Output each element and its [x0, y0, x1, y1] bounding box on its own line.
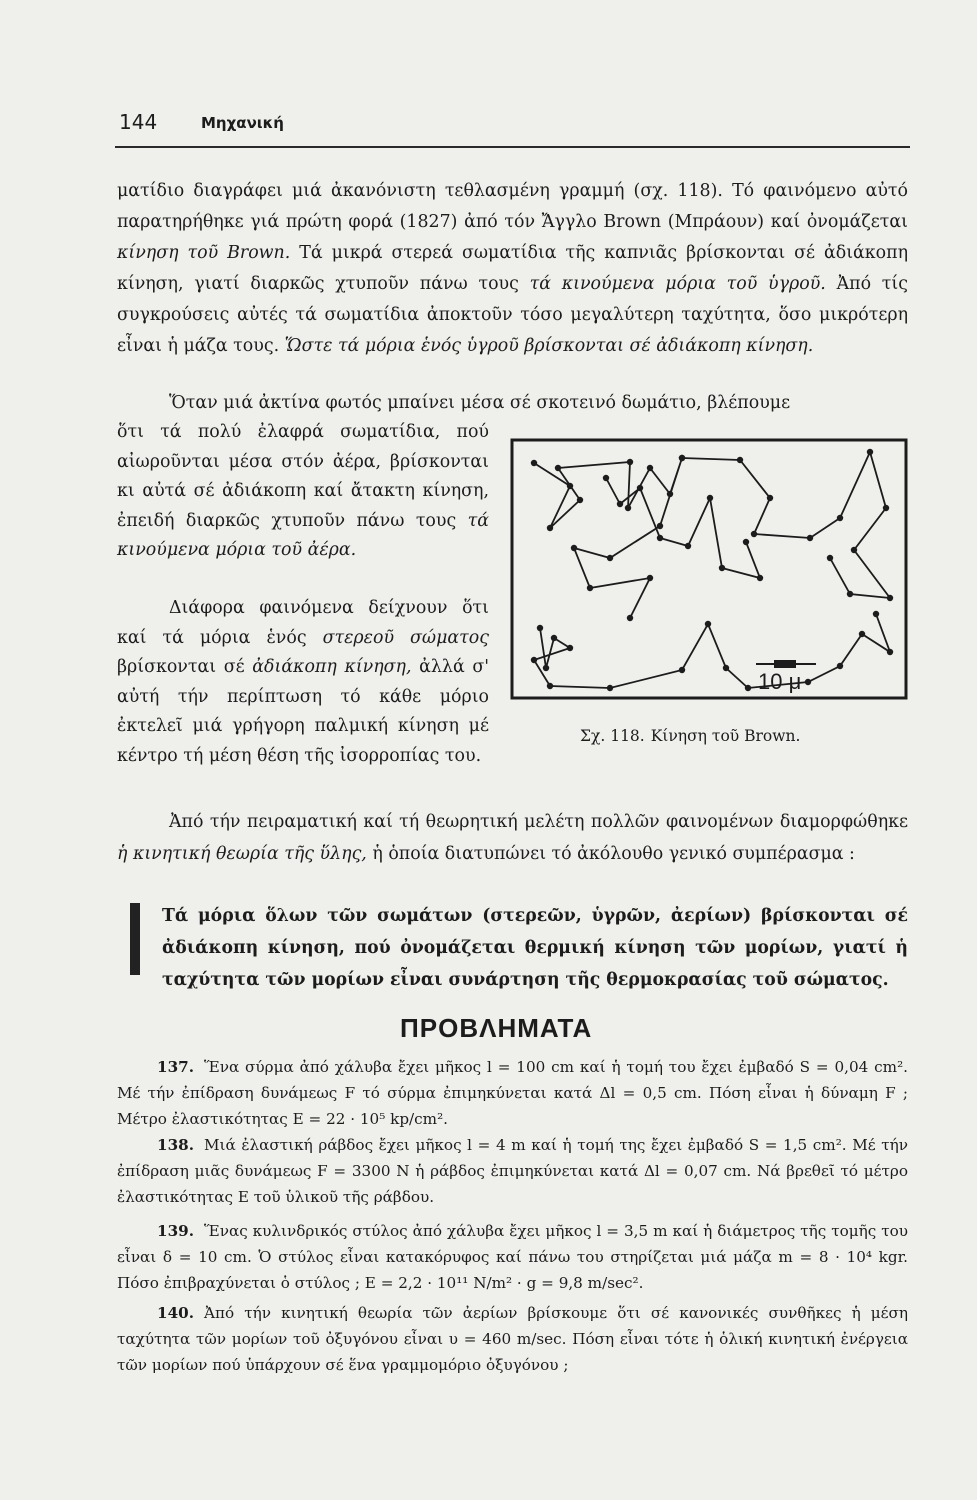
particle-position [867, 449, 873, 455]
particle-position [743, 539, 749, 545]
paragraph-air-rest: ὅτι τά πολύ ἐλαφρά σωματίδια, πού αἰωροῦνται μέσα στόν ἀέρα, βρίσκονται κι αὐτά σέ ἀδιάκοπη καί ἄτακτη κίνηση, ἐπειδή διαρκῶς χτυποῦν πάνω τους τά κινούμενα μόρια τοῦ ἀέρα. [117, 422, 489, 560]
paragraph-air-first-line: Ὅταν μιά ἀκτίνα φωτός μπαίνει μέσα σέ σκοτεινό δωμάτιο, βλέπουμε [169, 393, 791, 413]
particle-position [627, 459, 633, 465]
particle-position [551, 635, 557, 641]
particle-position [719, 565, 725, 571]
brownian-path-diagram [510, 438, 908, 700]
particle-position [837, 515, 843, 521]
running-title: Μηχανική [201, 114, 284, 132]
particle-path-2 [682, 452, 890, 598]
problems-heading: ΠΡΟΒΛΗΜΑΤΑ [400, 1013, 593, 1043]
particle-position [607, 685, 613, 691]
particle-position [603, 475, 609, 481]
particle-position [555, 465, 561, 471]
particle-position [567, 483, 573, 489]
particle-position [637, 485, 643, 491]
particle-position [679, 667, 685, 673]
particle-position [657, 523, 663, 529]
particle-position [887, 649, 893, 655]
problem-139: 139. Ἕνας κυλινδρικός στύλος ἀπό χάλυβα ἔχει μῆκος l = 3,5 m καί ἡ διάμετρος τῆς τομῆς του εἶναι δ = 10 cm. Ὁ στύλος εἶναι κατακόρυφος καί πάνω του στηρίζεται μιά μάζα m = 8 · 10⁴ kgr. Πόσο ἐπιβραχύνεται ὁ στύλος ; E = 2,2 · 10¹¹ N/m² · g = 9,8 m/sec². [117, 1222, 908, 1292]
particle-position [607, 555, 613, 561]
particle-position [887, 595, 893, 601]
particle-position [723, 665, 729, 671]
problem-140: 140. Ἀπό τήν κινητική θεωρία τῶν ἀερίων βρίσκουμε ὅτι σέ κανονικές συνθῆκες ἡ μέση ταχύτητα τῶν μορίων τοῦ ὀξυγόνου εἶναι υ = 460 m/sec. Πόση εἶναι τότε ἡ ὁλική κινητική ἐνέργεια τῶν μορίων πού ὑπάρχουν σέ ἕνα γραμμομόριο ὀξυγόνου ; [117, 1304, 908, 1374]
particle-path-3 [534, 614, 890, 688]
particle-position [531, 657, 537, 663]
particle-position [859, 631, 865, 637]
particle-position [737, 457, 743, 463]
particle-position [547, 683, 553, 689]
particle-position [745, 685, 751, 691]
particle-position [767, 495, 773, 501]
particle-position [707, 495, 713, 501]
figure-caption: Σχ. 118. Κίνηση τοῦ Brown. [580, 727, 801, 745]
particle-position [657, 535, 663, 541]
particle-position [807, 535, 813, 541]
particle-position [757, 575, 763, 581]
scale-label: 10 μ [758, 669, 802, 694]
particle-position [667, 491, 673, 497]
particle-position [567, 645, 573, 651]
particle-position [625, 505, 631, 511]
scale-bar [774, 660, 796, 668]
paragraph-solid: Διάφορα φαινόμενα δείχνουν ὅτι καί τά μόρια ἑνός στερεοῦ σώματος βρίσκονται σέ ἀδιάκοπη κίνηση, ἀλλά σ' αὐτή τήν περίπτωση τό κάθε μόριο ἐκτελεῖ μιά γρήγορη παλμική κίνηση μέ κέντρο τή μέση θέση τῆς ἰσορροπίας του. [117, 598, 489, 766]
particle-position [851, 547, 857, 553]
particle-position [827, 555, 833, 561]
particle-position [577, 497, 583, 503]
particle-position [571, 545, 577, 551]
particle-position [587, 585, 593, 591]
particle-position [537, 625, 543, 631]
particle-position [805, 679, 811, 685]
particle-position [751, 531, 757, 537]
particle-position [679, 455, 685, 461]
particle-position [543, 665, 549, 671]
particle-position [705, 621, 711, 627]
particle-position [647, 575, 653, 581]
particle-position [685, 543, 691, 549]
particle-position [617, 501, 623, 507]
particle-position [847, 591, 853, 597]
kinetic-theory-law: Τά μόρια ὅλων τῶν σωμάτων (στερεῶν, ὑγρῶν, ἀερίων) βρίσκονται σέ ἀδιάκοπη κίνηση, πού ὀνομάζεται θερμική κίνηση τῶν μορίων, γιατί ἡ ταχύτητα τῶν μορίων εἶναι συνάρτηση τῆς θερμοκρασίας τοῦ σώματος. [162, 906, 908, 990]
particle-position [883, 505, 889, 511]
particle-position [873, 611, 879, 617]
particle-position [627, 615, 633, 621]
paragraph-brownian-liquid: ματίδιο διαγράφει μιά ἀκανόνιστη τεθλασμένη γραμμή (σχ. 118). Τό φαινόμενο αὐτό παρατηρήθηκε γιά πρώτη φορά (1827) ἀπό τόν Ἄγγλο Brown (Μπράουν) καί ὀνομάζεται κίνηση τοῦ Brown. Τά μικρά στερεά σωματίδια τῆς καπνιᾶς βρίσκονται σέ ἀδιάκοπη κίνηση, γιατί διαρκῶς χτυποῦν πάνω τους τά κινούμενα μόρια τοῦ ὑγροῦ. Ἀπό τίς συγκρούσεις αὐτές τά σωματίδια ἀποκτοῦν τόσο μεγαλύτερη ταχύτητα, ὅσο μικρότερη εἶναι ἡ μάζα τους. Ὥστε τά μόρια ἑνός ὑγροῦ βρίσκονται σέ ἀδιάκοπη κίνηση. [117, 181, 908, 356]
problem-137: 137. Ἕνα σύρμα ἀπό χάλυβα ἔχει μῆκος l = 100 cm καί ἡ τομή του ἔχει ἐμβαδό S = 0,04 cm². Μέ τήν ἐπίδραση δυνάμεως F τό σύρμα ἐπιμηκύνεται κατά Δl = 0,5 cm. Πόση εἶναι ἡ δύναμη F ; Μέτρο ἐλαστικότητας E = 22 · 10⁵ kp/cm². [117, 1058, 908, 1128]
brownian-motion-figure [510, 438, 908, 700]
page-number: 144 [119, 110, 158, 134]
page-header [115, 108, 910, 148]
particle-position [837, 663, 843, 669]
problem-138: 138. Μιά ἐλαστική ράβδος ἔχει μῆκος l = 4 m καί ἡ τομή της ἔχει ἐμβαδό S = 1,5 cm². Μέ τήν ἐπίδραση μιᾶς δυνάμεως F = 3300 N ἡ ράβδος ἐπιμηκύνεται κατά Δl = 0,07 cm. Νά βρεθεῖ τό μέτρο ἐλαστικότητας E τοῦ ὑλικοῦ τῆς ράβδου. [117, 1136, 908, 1206]
particle-position [531, 460, 537, 466]
particle-position [647, 465, 653, 471]
paragraph-kinetic-theory: Ἀπό τήν πειραματική καί τή θεωρητική μελέτη πολλῶν φαινομένων διαμορφώθηκε ἡ κινητική θεωρία τῆς ὕλης, ἡ ὁποία διατυπώνει τό ἀκόλουθο γενικό συμπέρασμα : [117, 812, 908, 864]
particle-position [547, 525, 553, 531]
